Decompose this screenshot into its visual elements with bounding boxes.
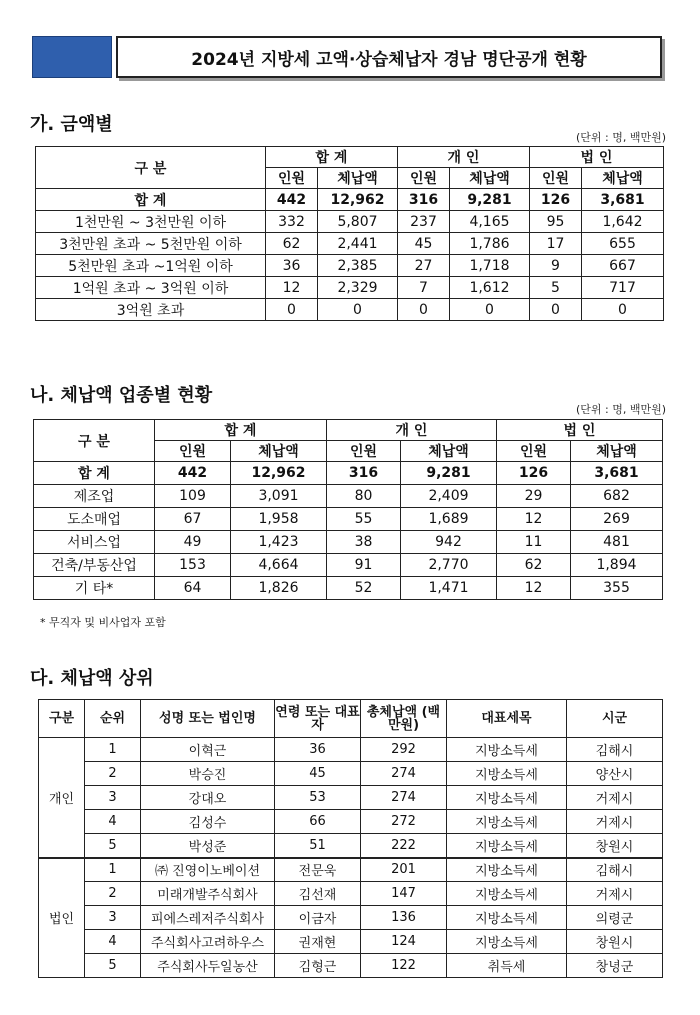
table-row (39, 954, 663, 978)
cell: 주식회사두일농산 (141, 954, 275, 978)
cell: 지방소득세 (447, 786, 567, 810)
header-count: 인원 (155, 441, 231, 462)
header-count: 인원 (327, 441, 401, 462)
cell: 45 (275, 762, 361, 786)
section-c-heading: 다. 체납액 상위 (30, 668, 154, 689)
cell: 53 (275, 786, 361, 810)
cell: 2 (85, 882, 141, 906)
cell: 201 (361, 858, 447, 882)
cell: 김해시 (567, 858, 663, 882)
cell: 9 (530, 255, 582, 277)
cell: 김성수 (141, 810, 275, 834)
cell: 12 (497, 508, 571, 531)
cell: 67 (155, 508, 231, 531)
cell: 창원시 (567, 930, 663, 954)
row-label: 합 계 (34, 462, 155, 485)
cell: 1 (85, 858, 141, 882)
cell: 136 (361, 906, 447, 930)
header-name: 성명 또는 법인명 (141, 700, 275, 738)
cell: 지방소득세 (447, 882, 567, 906)
footnote: * 무직자 및 비사업자 포함 (40, 616, 166, 629)
cell: 17 (530, 233, 582, 255)
cell: 80 (327, 485, 401, 508)
cell: 1,689 (401, 508, 497, 531)
cell: 이혁근 (141, 738, 275, 762)
cell: 1 (85, 738, 141, 762)
cell: 2,409 (401, 485, 497, 508)
table-row (34, 554, 663, 577)
cell: 거제시 (567, 882, 663, 906)
cell: 김해시 (567, 738, 663, 762)
cell: 36 (266, 255, 318, 277)
cell: 3 (85, 906, 141, 930)
cell: 피에스레저주식회사 (141, 906, 275, 930)
header-amount: 체납액 (231, 441, 327, 462)
cell: 0 (582, 299, 664, 321)
table-row (36, 211, 664, 233)
cell: 109 (155, 485, 231, 508)
header-amount: 체납액 (318, 168, 398, 189)
table-row (39, 786, 663, 810)
cell: 29 (497, 485, 571, 508)
cell: 126 (497, 462, 571, 485)
cell: 52 (327, 577, 401, 600)
header-amount: 체납액 (571, 441, 663, 462)
cell: 9,281 (450, 189, 530, 211)
cell: 1,826 (231, 577, 327, 600)
row-label: 합 계 (36, 189, 266, 211)
cell: 의령군 (567, 906, 663, 930)
cell: 27 (398, 255, 450, 277)
header-gubun: 구 분 (34, 420, 155, 462)
section-a-unit: (단위 : 명, 백만원) (575, 131, 666, 144)
header-rank: 순위 (85, 700, 141, 738)
cell: 3,681 (582, 189, 664, 211)
cell: 481 (571, 531, 663, 554)
cell: 창원시 (567, 834, 663, 858)
header-total: 합 계 (266, 147, 398, 168)
cell: 942 (401, 531, 497, 554)
cell: 0 (318, 299, 398, 321)
row-label: 1천만원 ~ 3천만원 이하 (36, 211, 266, 233)
cell: 0 (266, 299, 318, 321)
cell: 3,091 (231, 485, 327, 508)
header-city: 시군 (567, 700, 663, 738)
header-count: 인원 (398, 168, 450, 189)
cell: 316 (398, 189, 450, 211)
cell: 12 (497, 577, 571, 600)
cell: 3 (85, 786, 141, 810)
header-individual: 개 인 (398, 147, 530, 168)
header-amount: 체납액 (450, 168, 530, 189)
group-label: 법인 (39, 858, 85, 978)
cell: 강대오 (141, 786, 275, 810)
cell: 38 (327, 531, 401, 554)
cell: 0 (530, 299, 582, 321)
cell: 양산시 (567, 762, 663, 786)
header-amount: 체납액 (582, 168, 664, 189)
cell: 미래개발주식회사 (141, 882, 275, 906)
header-total: 합 계 (155, 420, 327, 441)
cell: 655 (582, 233, 664, 255)
cell: 주식회사고려하우스 (141, 930, 275, 954)
cell: 126 (530, 189, 582, 211)
table-row (36, 255, 664, 277)
cell: 2,385 (318, 255, 398, 277)
cell: 전문욱 (275, 858, 361, 882)
cell: 박승진 (141, 762, 275, 786)
header-amount: 체납액 (401, 441, 497, 462)
cell: 2,770 (401, 554, 497, 577)
table-row (36, 277, 664, 299)
header-tax-item: 대표세목 (447, 700, 567, 738)
header-age-rep: 연령 또는 대표자 (275, 700, 361, 738)
cell: 717 (582, 277, 664, 299)
cell: 62 (266, 233, 318, 255)
cell: 5 (85, 954, 141, 978)
header-corporate: 법 인 (530, 147, 664, 168)
table-row (39, 882, 663, 906)
row-label: 3천만원 초과 ~ 5천만원 이하 (36, 233, 266, 255)
cell: 4,664 (231, 554, 327, 577)
cell: 지방소득세 (447, 762, 567, 786)
cell: 274 (361, 762, 447, 786)
row-label: 제조업 (34, 485, 155, 508)
cell: 박성준 (141, 834, 275, 858)
cell: 36 (275, 738, 361, 762)
table-row (36, 233, 664, 255)
cell: 682 (571, 485, 663, 508)
cell: 147 (361, 882, 447, 906)
cell: 지방소득세 (447, 930, 567, 954)
header-individual: 개 인 (327, 420, 497, 441)
cell: 취득세 (447, 954, 567, 978)
cell: 153 (155, 554, 231, 577)
cell: ㈜ 진영이노베이션 (141, 858, 275, 882)
cell: 지방소득세 (447, 906, 567, 930)
cell: 442 (266, 189, 318, 211)
cell: 거제시 (567, 810, 663, 834)
cell: 9,281 (401, 462, 497, 485)
table-row (39, 858, 663, 882)
cell: 1,894 (571, 554, 663, 577)
cell: 1,786 (450, 233, 530, 255)
cell: 4 (85, 930, 141, 954)
cell: 274 (361, 786, 447, 810)
cell: 292 (361, 738, 447, 762)
cell: 122 (361, 954, 447, 978)
cell: 316 (327, 462, 401, 485)
row-label: 기 타* (34, 577, 155, 600)
table-row (39, 906, 663, 930)
cell: 51 (275, 834, 361, 858)
header-count: 인원 (497, 441, 571, 462)
table-row (34, 508, 663, 531)
cell: 95 (530, 211, 582, 233)
cell: 4 (85, 810, 141, 834)
table-row (39, 834, 663, 858)
header-count: 인원 (266, 168, 318, 189)
group-label: 개인 (39, 738, 85, 858)
table-row (34, 531, 663, 554)
cell: 1,642 (582, 211, 664, 233)
cell: 7 (398, 277, 450, 299)
cell: 지방소득세 (447, 858, 567, 882)
table-row (39, 930, 663, 954)
cell: 3,681 (571, 462, 663, 485)
cell: 12,962 (318, 189, 398, 211)
cell: 1,958 (231, 508, 327, 531)
cell: 332 (266, 211, 318, 233)
cell: 지방소득세 (447, 738, 567, 762)
cell: 지방소득세 (447, 834, 567, 858)
amount-table (35, 146, 664, 321)
header-gubun: 구 분 (36, 147, 266, 189)
total-row (36, 189, 664, 211)
cell: 272 (361, 810, 447, 834)
table-row (39, 762, 663, 786)
cell: 11 (497, 531, 571, 554)
cell: 237 (398, 211, 450, 233)
section-b-heading: 나. 체납액 업종별 현황 (30, 385, 213, 406)
row-label: 5천만원 초과 ~1억원 이하 (36, 255, 266, 277)
row-label: 서비스업 (34, 531, 155, 554)
total-row (34, 462, 663, 485)
cell: 2,329 (318, 277, 398, 299)
cell: 12,962 (231, 462, 327, 485)
cell: 355 (571, 577, 663, 600)
table-row (34, 577, 663, 600)
cell: 91 (327, 554, 401, 577)
cell: 0 (398, 299, 450, 321)
cell: 권재현 (275, 930, 361, 954)
title-accent-box (32, 36, 112, 78)
table-row (39, 810, 663, 834)
table-row (36, 299, 664, 321)
cell: 지방소득세 (447, 810, 567, 834)
cell: 1,612 (450, 277, 530, 299)
cell: 667 (582, 255, 664, 277)
top-arrears-table (38, 699, 663, 978)
cell: 거제시 (567, 786, 663, 810)
cell: 1,423 (231, 531, 327, 554)
cell: 124 (361, 930, 447, 954)
cell: 5,807 (318, 211, 398, 233)
cell: 64 (155, 577, 231, 600)
cell: 2,441 (318, 233, 398, 255)
cell: 62 (497, 554, 571, 577)
cell: 4,165 (450, 211, 530, 233)
header-total-arrears: 총체납액 (백만원) (361, 700, 447, 738)
cell: 이금자 (275, 906, 361, 930)
cell: 66 (275, 810, 361, 834)
row-label: 3억원 초과 (36, 299, 266, 321)
cell: 1,718 (450, 255, 530, 277)
cell: 0 (450, 299, 530, 321)
cell: 5 (530, 277, 582, 299)
industry-table (33, 419, 663, 600)
cell: 창녕군 (567, 954, 663, 978)
row-label: 건축/부동산업 (34, 554, 155, 577)
section-b-unit: (단위 : 명, 백만원) (575, 403, 666, 416)
cell: 45 (398, 233, 450, 255)
row-label: 도소매업 (34, 508, 155, 531)
page-title: 2024년 지방세 고액·상습체납자 경남 명단공개 현황 (116, 36, 662, 78)
cell: 1,471 (401, 577, 497, 600)
cell: 12 (266, 277, 318, 299)
table-row (34, 485, 663, 508)
cell: 2 (85, 762, 141, 786)
cell: 김선재 (275, 882, 361, 906)
table-row (39, 738, 663, 762)
row-label: 1억원 초과 ~ 3억원 이하 (36, 277, 266, 299)
cell: 5 (85, 834, 141, 858)
header-corporate: 법 인 (497, 420, 663, 441)
header-gubun: 구분 (39, 700, 85, 738)
cell: 55 (327, 508, 401, 531)
cell: 49 (155, 531, 231, 554)
cell: 222 (361, 834, 447, 858)
cell: 269 (571, 508, 663, 531)
cell: 442 (155, 462, 231, 485)
cell: 김형근 (275, 954, 361, 978)
section-a-heading: 가. 금액별 (30, 114, 113, 135)
header-count: 인원 (530, 168, 582, 189)
